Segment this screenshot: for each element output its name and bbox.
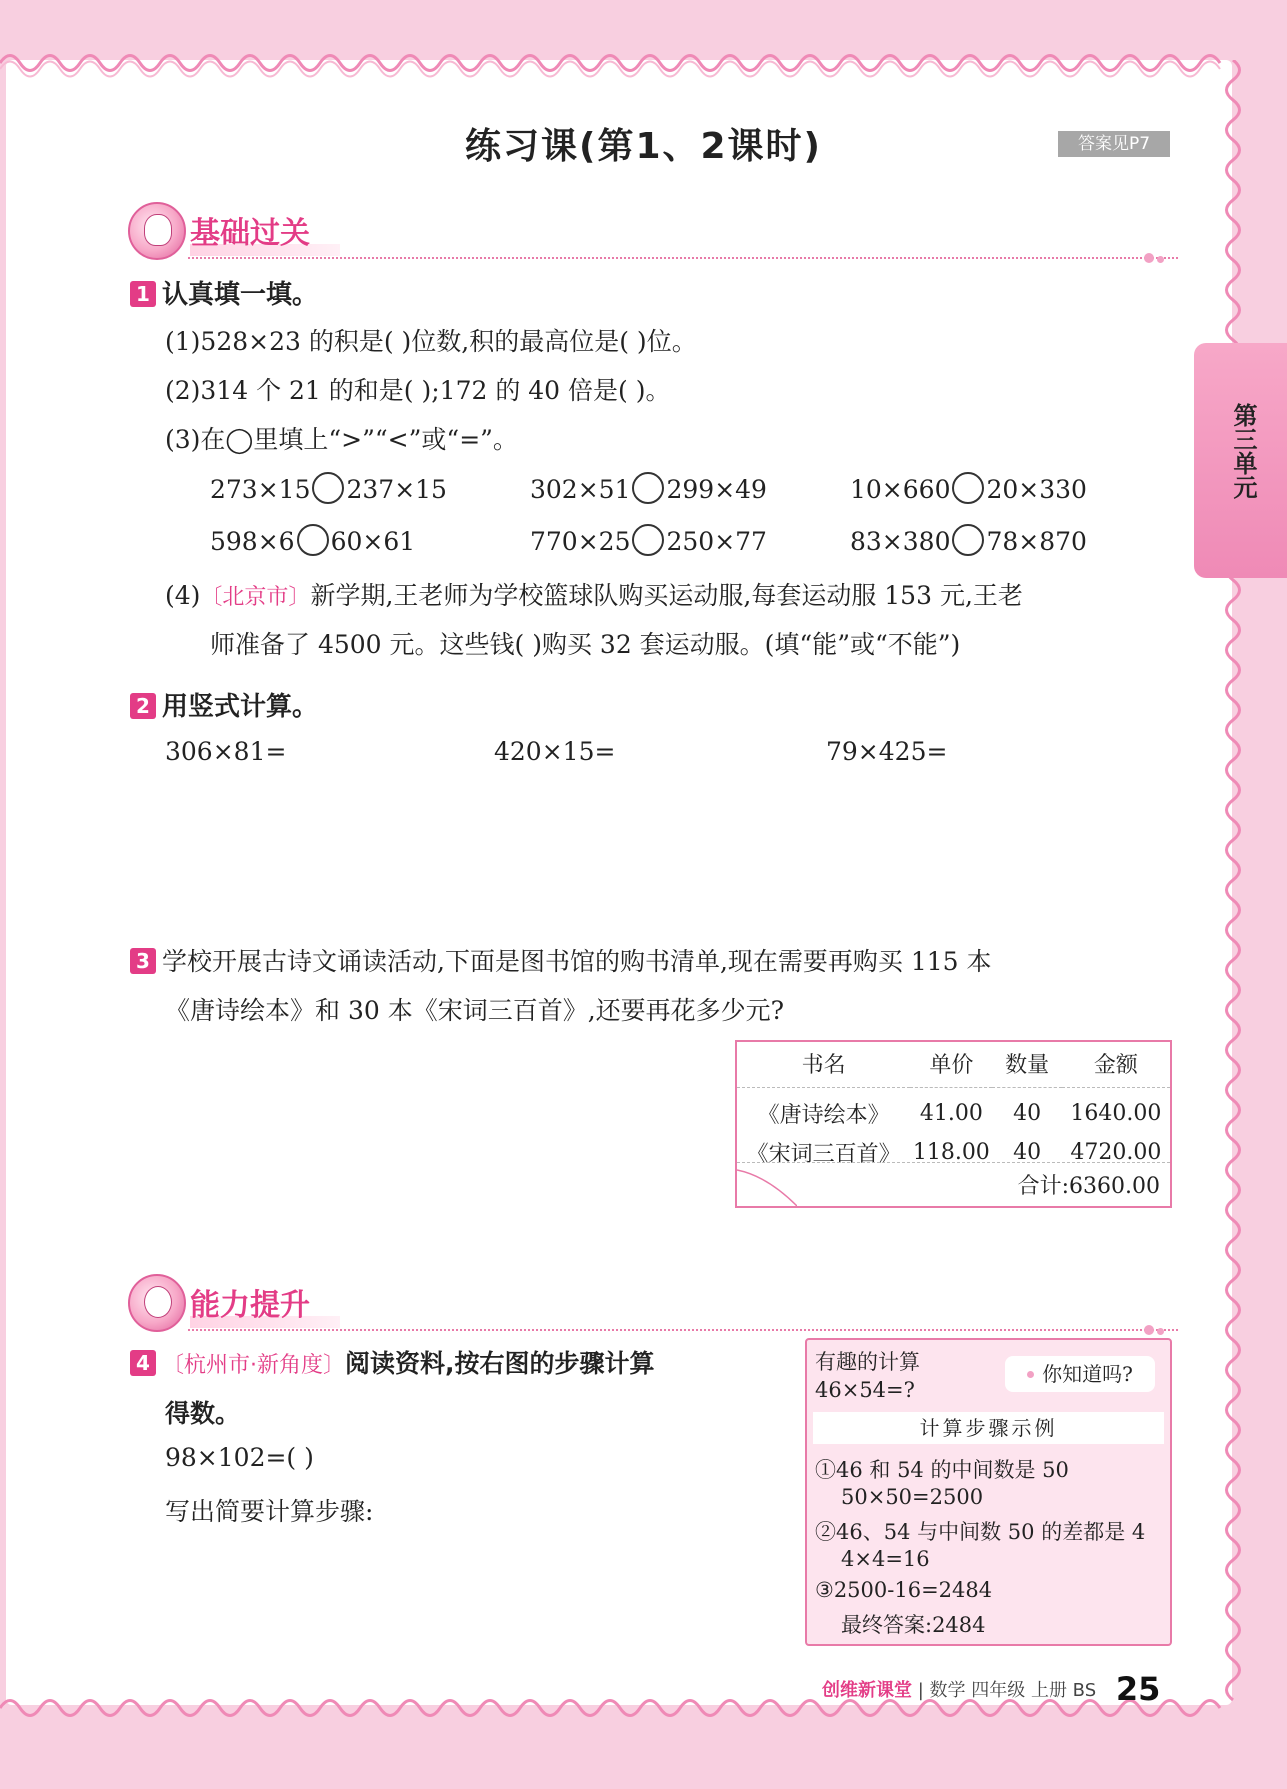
example-title: 计算步骤示例 — [813, 1412, 1164, 1444]
info-box — [805, 1338, 1172, 1646]
q1-part-1: (1)528×23 的积是( )位数,积的最高位是( )位。 — [165, 327, 697, 356]
question-4-line-2: 得数。 — [165, 1399, 241, 1428]
wavy-border-top — [0, 48, 1287, 78]
calc-item: 420×15= — [494, 737, 616, 766]
calc-item: 79×425= — [826, 737, 948, 766]
answer-circle[interactable] — [312, 472, 344, 504]
footer-info: | 数学 四年级 上册 BS — [917, 1680, 1097, 1701]
q1-part-4: (4)〔北京市〕新学期,王老师为学校篮球队购买运动服,每套运动服 153 元,王老 — [165, 581, 1023, 610]
info-step: ③2500-16=2484 — [815, 1578, 993, 1602]
page-title: 练习课(第1、2课时) — [464, 126, 822, 167]
monkey-avatar-icon — [128, 1274, 186, 1332]
unit-tab-label: 第三单元 — [1229, 403, 1257, 499]
question-4-line-1: 4 〔杭州市·新角度〕阅读资料,按右图的步骤计算 — [130, 1344, 655, 1380]
answer-circle[interactable] — [297, 524, 329, 556]
question-1-heading — [130, 274, 318, 311]
compare-item: 302×51 299×49 — [530, 472, 767, 504]
q1-part-2: (2)314 个 21 的和是( );172 的 40 倍是( )。 — [165, 376, 671, 405]
info-question: 46×54=? — [815, 1378, 915, 1402]
unit-tab — [1194, 343, 1287, 578]
section-basic — [128, 202, 1178, 262]
page-fold-icon — [737, 1162, 797, 1206]
info-step: 4×4=16 — [841, 1547, 930, 1571]
q1-part-3: (3)在◯里填上“>”“<”或“=”。 — [165, 425, 518, 454]
dots-decoration-icon — [1144, 248, 1167, 267]
info-step: 最终答案:2484 — [841, 1613, 986, 1637]
section-title: 基础过关 — [190, 216, 310, 251]
answer-circle[interactable] — [632, 472, 664, 504]
question-number: 3 — [130, 948, 156, 974]
answer-circle[interactable] — [952, 524, 984, 556]
question-4-prompt: 写出简要计算步骤: — [165, 1497, 374, 1526]
question-3-line-1: 3 学校开展古诗文诵读活动,下面是图书馆的购书清单,现在需要再购买 115 本 — [130, 942, 992, 978]
wavy-border-right — [1218, 60, 1248, 1705]
compare-item: 598×6 60×61 — [210, 524, 415, 556]
question-3-line-2: 《唐诗绘本》和 30 本《宋词三百首》,还要再花多少元? — [165, 996, 785, 1025]
book-list-table — [735, 1040, 1172, 1208]
question-number: 4 — [130, 1350, 156, 1376]
source-tag: 〔杭州市·新角度〕 — [162, 1353, 345, 1378]
answer-circle[interactable] — [632, 524, 664, 556]
compare-item: 273×15 237×15 — [210, 472, 447, 504]
compare-item: 83×380 78×870 — [850, 524, 1087, 556]
question-title: 用竖式计算。 — [162, 692, 319, 722]
calc-item: 306×81= — [165, 737, 287, 766]
answer-circle[interactable] — [952, 472, 984, 504]
info-step: 50×50=2500 — [841, 1485, 984, 1509]
compare-item: 770×25 250×77 — [530, 524, 767, 556]
answer-reference: 答案见P7 — [1058, 131, 1170, 157]
compare-item: 10×660 20×330 — [850, 472, 1087, 504]
girl-avatar-icon — [128, 202, 186, 260]
footer — [822, 1670, 1160, 1708]
table-row: 《唐诗绘本》 41.00 40 1640.00 — [757, 1101, 1162, 1128]
info-title: 有趣的计算 — [815, 1350, 920, 1374]
q1-part-4-cont: 师准备了 4500 元。这些钱( )购买 32 套运动服。(填“能”或“不能”) — [210, 630, 961, 659]
question-number: 1 — [130, 281, 156, 307]
table-header-row: 书名 单价 数量 金额 — [737, 1042, 1170, 1088]
info-step: ①46 和 54 的中间数是 50 — [815, 1458, 1069, 1482]
question-title: 认真填一填。 — [162, 280, 319, 310]
did-you-know-label: 你知道吗? — [1005, 1356, 1155, 1392]
footer-brand: 创维新课堂 — [822, 1680, 912, 1701]
info-step: ②46、54 与中间数 50 的差都是 4 — [815, 1520, 1146, 1544]
section-title: 能力提升 — [190, 1288, 310, 1323]
table-row: 《宋词三百首》 118.00 40 4720.00 — [746, 1140, 1162, 1167]
section-advanced — [128, 1274, 1178, 1334]
question-2-heading — [130, 686, 318, 723]
source-tag: 〔北京市〕 — [200, 585, 311, 610]
question-4-expression: 98×102=( ) — [165, 1443, 314, 1472]
dots-decoration-icon — [1144, 1320, 1167, 1339]
page-number: 25 — [1115, 1670, 1161, 1708]
table-total: 合计:6360.00 — [1017, 1174, 1160, 1199]
question-number: 2 — [130, 693, 156, 719]
